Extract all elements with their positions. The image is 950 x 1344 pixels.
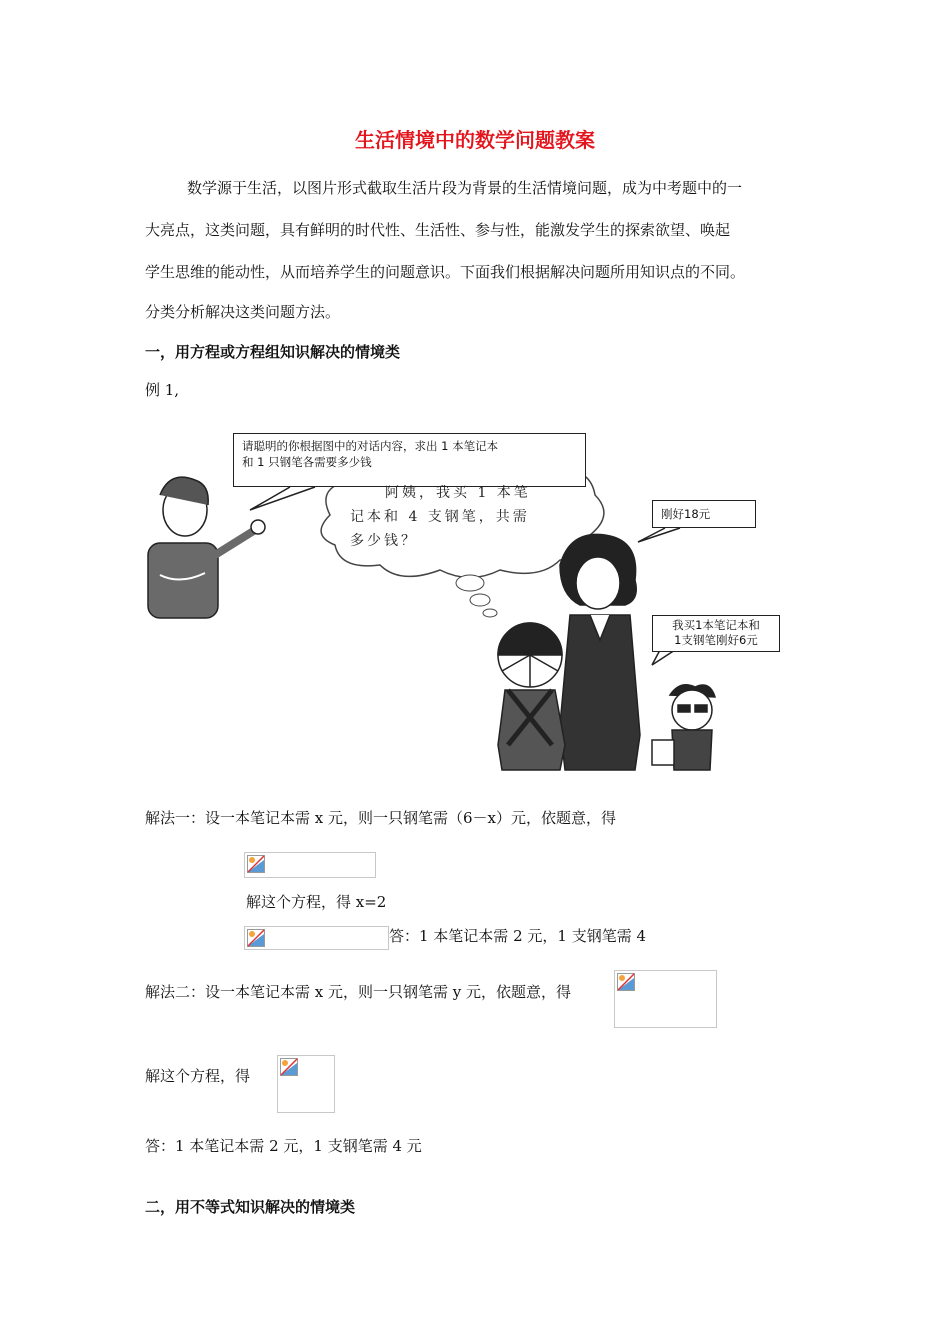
equation-image-2 xyxy=(244,926,389,950)
equation-image-1 xyxy=(244,852,376,878)
section-heading-2: 二，用不等式知识解决的情境类 xyxy=(145,1198,356,1216)
cloud-line-3: 多少钱？ xyxy=(350,533,418,549)
broken-image-icon xyxy=(280,1058,298,1076)
broken-image-icon xyxy=(247,855,265,873)
intro-line-1: 数学源于生活，以图片形式截取生活片段为背景的生活情境问题，成为中考题中的一 xyxy=(187,179,743,197)
solution1-solve: 解这个方程，得 x=2 xyxy=(246,893,387,911)
clerk-speech-bubble xyxy=(652,500,756,528)
solution2-setup: 解法二：设一本笔记本需 x 元，则一只钢笔需 y 元，依题意，得 xyxy=(145,983,572,1001)
solution-system-image xyxy=(277,1055,335,1113)
solution2-solve: 解这个方程，得 xyxy=(145,1067,251,1085)
example-label: 例 1, xyxy=(145,381,180,399)
equation-system-image xyxy=(614,970,717,1028)
boy-bubble-line-2: 1支钢笔刚好6元 xyxy=(674,633,758,647)
teacher-speech-bubble xyxy=(233,433,586,487)
clerk-bubble-text: 刚好18元 xyxy=(661,507,711,521)
solution1-setup: 解法一：设一本笔记本需 x 元，则一只钢笔需（6－x）元，依题意，得 xyxy=(145,809,617,827)
teacher-bubble-line-2: 和 1 只钢笔各需要多少钱 xyxy=(242,455,372,469)
boy-speech-bubble xyxy=(652,615,780,652)
intro-line-2: 大亮点，这类问题，具有鲜明的时代性、生活性、参与性，能激发学生的探索欲望、唤起 xyxy=(145,221,731,239)
intro-line-3: 学生思维的能动性，从而培养学生的问题意识。下面我们根据解决问题所用知识点的不同。 xyxy=(145,263,746,281)
section-heading-1: 一，用方程或方程组知识解决的情境类 xyxy=(145,343,401,361)
broken-image-icon xyxy=(247,929,265,947)
intro-line-4: 分类分析解决这类问题方法。 xyxy=(145,303,341,321)
solution2-answer: 答：1 本笔记本需 2 元，1 支钢笔需 4 元 xyxy=(145,1137,422,1155)
cartoon-figure xyxy=(140,425,800,800)
teacher-bubble-line-1: 请聪明的你根据图中的对话内容，求出 1 本笔记本 xyxy=(242,439,499,453)
broken-image-icon xyxy=(617,973,635,991)
boy-bubble-line-1: 我买1本笔记本和 xyxy=(672,618,760,632)
cloud-line-2: 记本和 4 支钢笔，共需 xyxy=(350,509,530,525)
cloud-line-1: 阿姨，我买 1 本笔 xyxy=(385,485,531,501)
page-title: 生活情境中的数学问题教案 xyxy=(355,128,595,152)
solution1-answer: 答：1 本笔记本需 2 元，1 支钢笔需 4 xyxy=(389,927,647,945)
